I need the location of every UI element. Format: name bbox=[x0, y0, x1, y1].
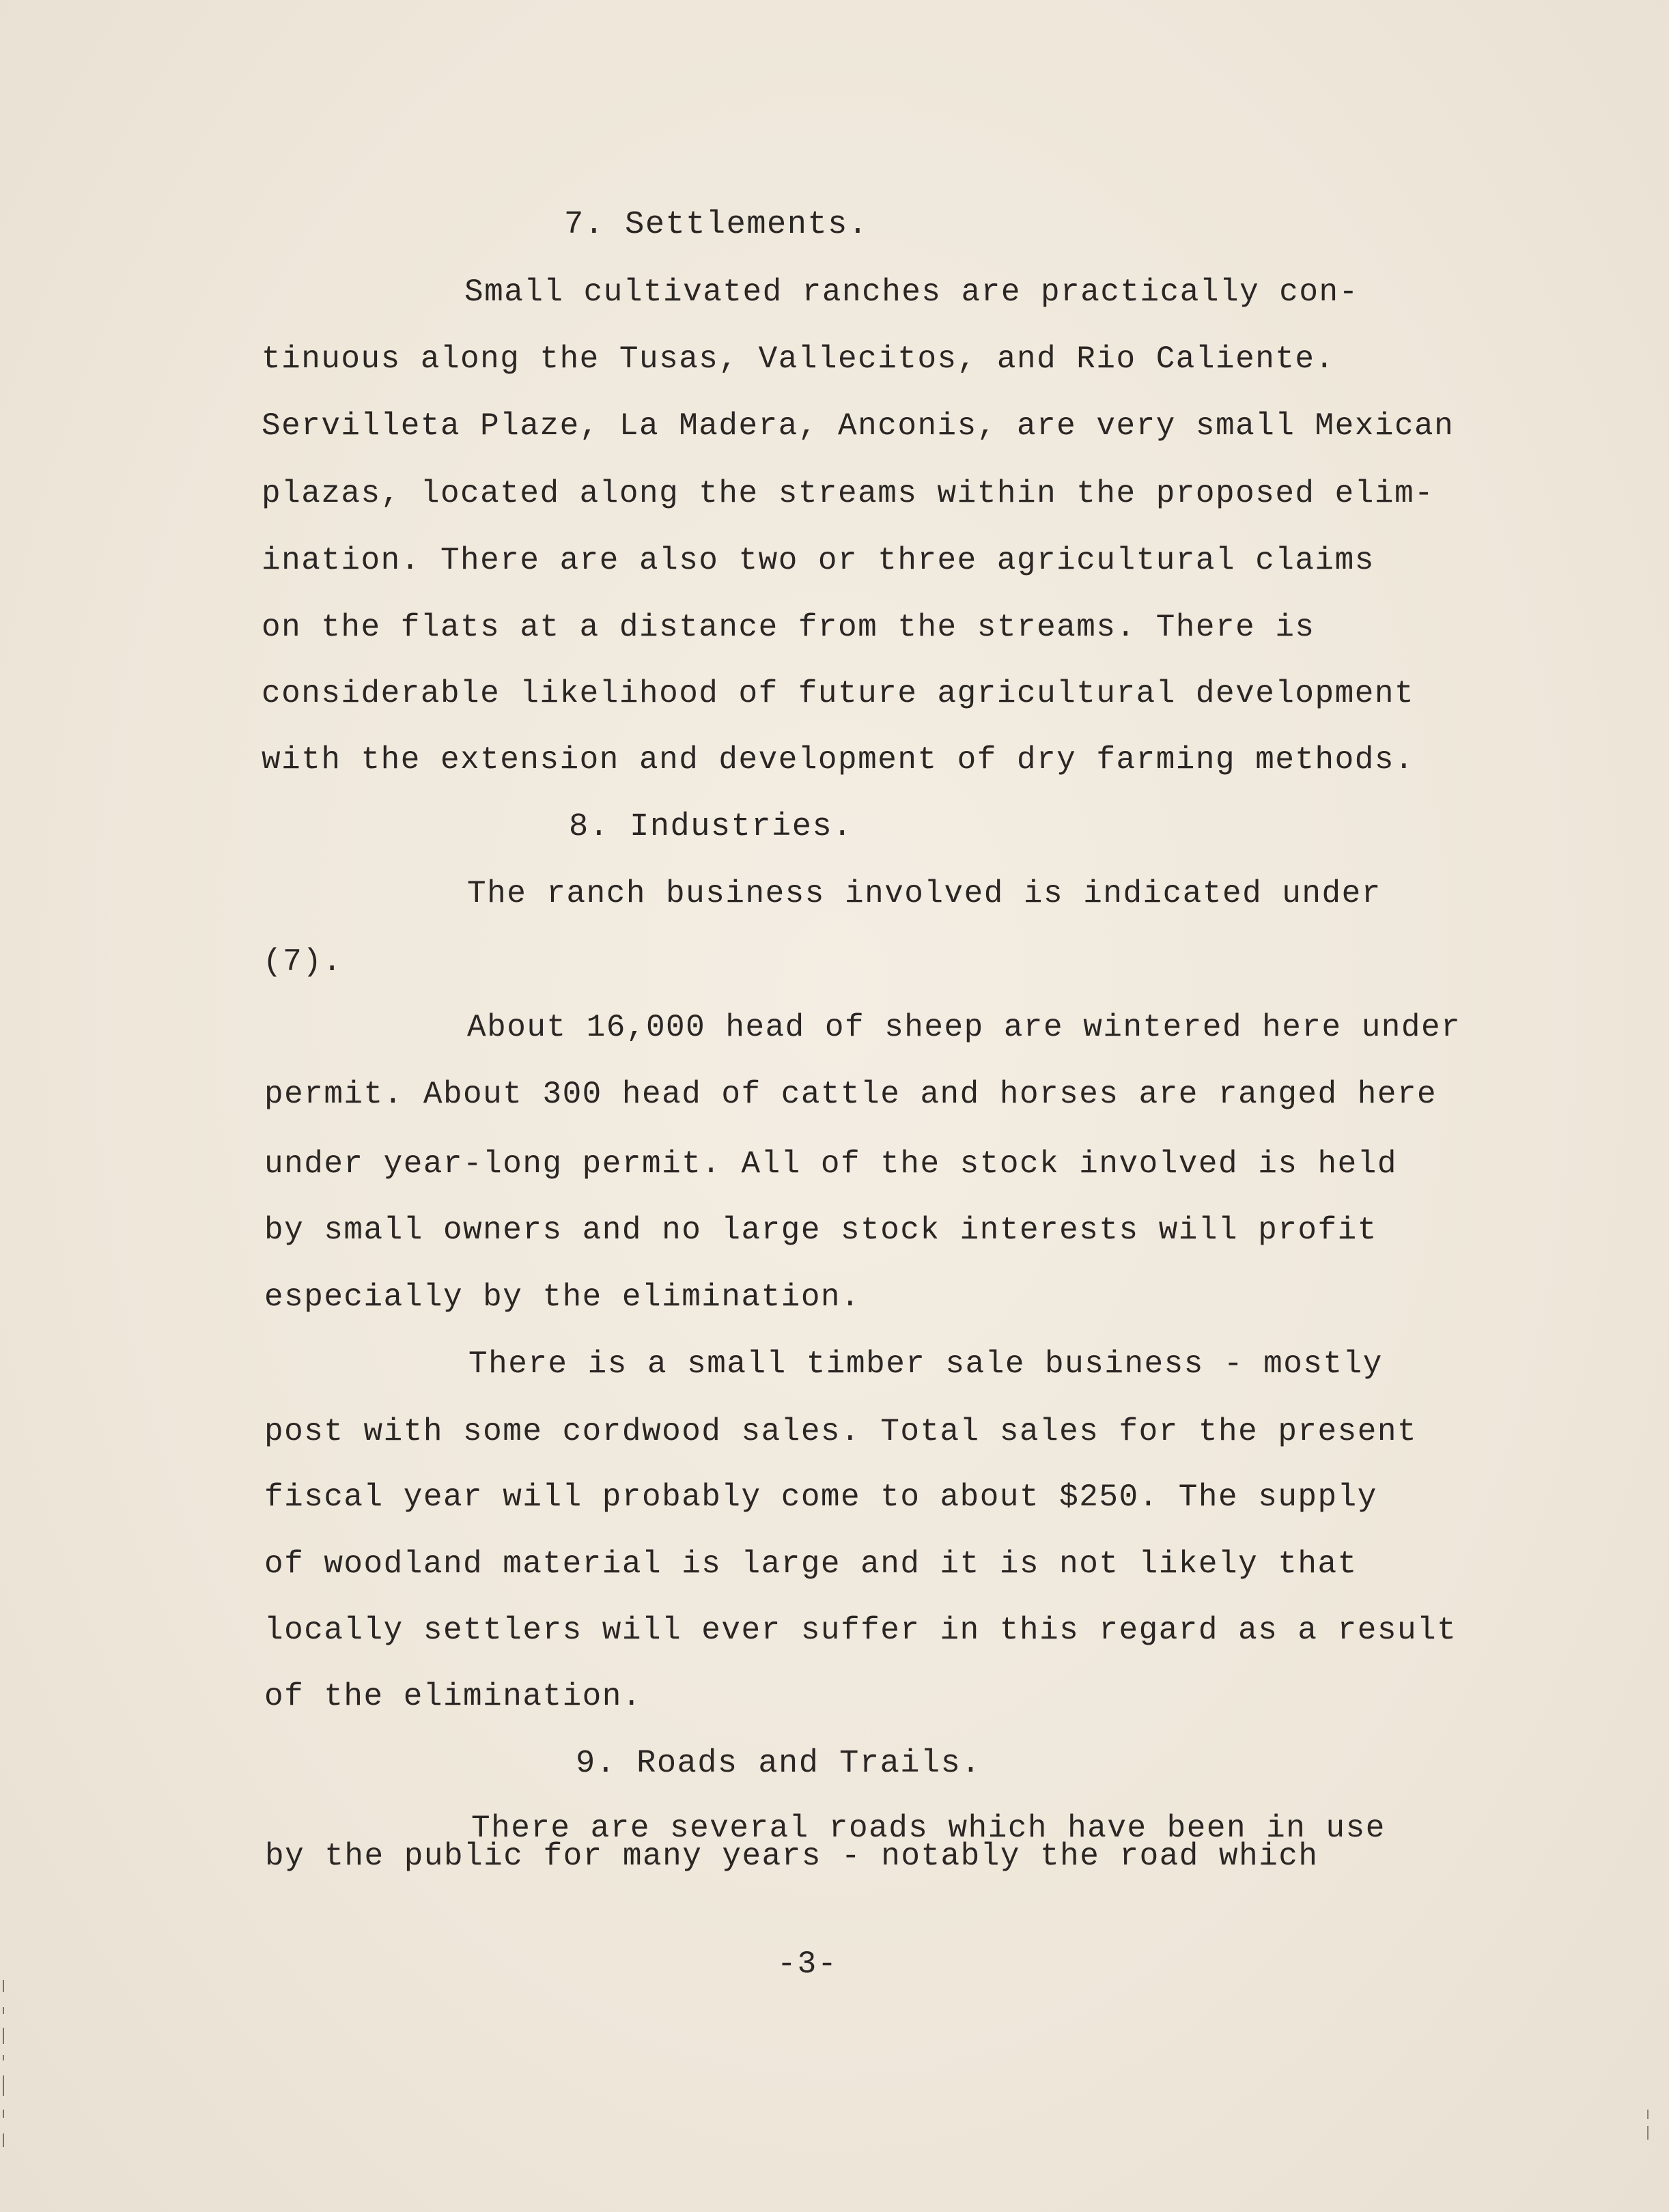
scan-edge-marks bbox=[0, 1980, 11, 2157]
text-line: There is a small timber sale business - mostly bbox=[468, 1346, 1383, 1382]
text-line: fiscal year will probably come to about $250. The supply bbox=[264, 1479, 1377, 1515]
text-line: ination. There are also two or three agricultural claims bbox=[262, 543, 1375, 578]
text-line: by small owners and no large stock interests will profit bbox=[264, 1213, 1377, 1248]
text-line: by the public for many years - notably the road which bbox=[265, 1839, 1319, 1874]
text-line: under year-long permit. All of the stock involved is held bbox=[264, 1146, 1397, 1182]
page-number: -3- bbox=[777, 1946, 838, 1982]
text-line: Small cultivated ranches are practically con- bbox=[464, 274, 1359, 310]
section-heading-industries: 8. Industries. bbox=[569, 809, 853, 845]
text-line: plazas, located along the streams within the proposed elim- bbox=[262, 476, 1435, 511]
text-line: post with some cordwood sales. Total sales for the present bbox=[264, 1414, 1418, 1449]
text-line: of the elimination. bbox=[264, 1679, 642, 1714]
text-line: locally settlers will ever suffer in this regard as a result bbox=[264, 1613, 1457, 1648]
text-line: (7). bbox=[263, 944, 343, 980]
text-line: considerable likelihood of future agricultural development bbox=[262, 676, 1415, 711]
section-heading-settlements: 7. Settlements. bbox=[564, 207, 869, 243]
text-line: Servilleta Plaze, La Madera, Anconis, are very small Mexican bbox=[262, 408, 1455, 444]
text-line: permit. About 300 head of cattle and horses are ranged here bbox=[264, 1077, 1437, 1112]
text-line: especially by the elimination. bbox=[264, 1279, 861, 1315]
text-line: of woodland material is large and it is not likely that bbox=[264, 1546, 1358, 1582]
text-line: tinuous along the Tusas, Vallecitos, and Rio Caliente. bbox=[262, 341, 1335, 377]
text-line: with the extension and development of dry farming methods. bbox=[262, 742, 1415, 778]
text-line: on the flats at a distance from the streams. There is bbox=[262, 610, 1315, 645]
text-line: The ranch business involved is indicated under bbox=[467, 876, 1382, 911]
text-line: About 16,000 head of sheep are wintered here under bbox=[467, 1010, 1461, 1045]
scan-edge-marks-right bbox=[1647, 2110, 1650, 2144]
text-line: There are several roads which have been in use bbox=[471, 1811, 1386, 1846]
section-heading-roads: 9. Roads and Trails. bbox=[576, 1746, 982, 1782]
